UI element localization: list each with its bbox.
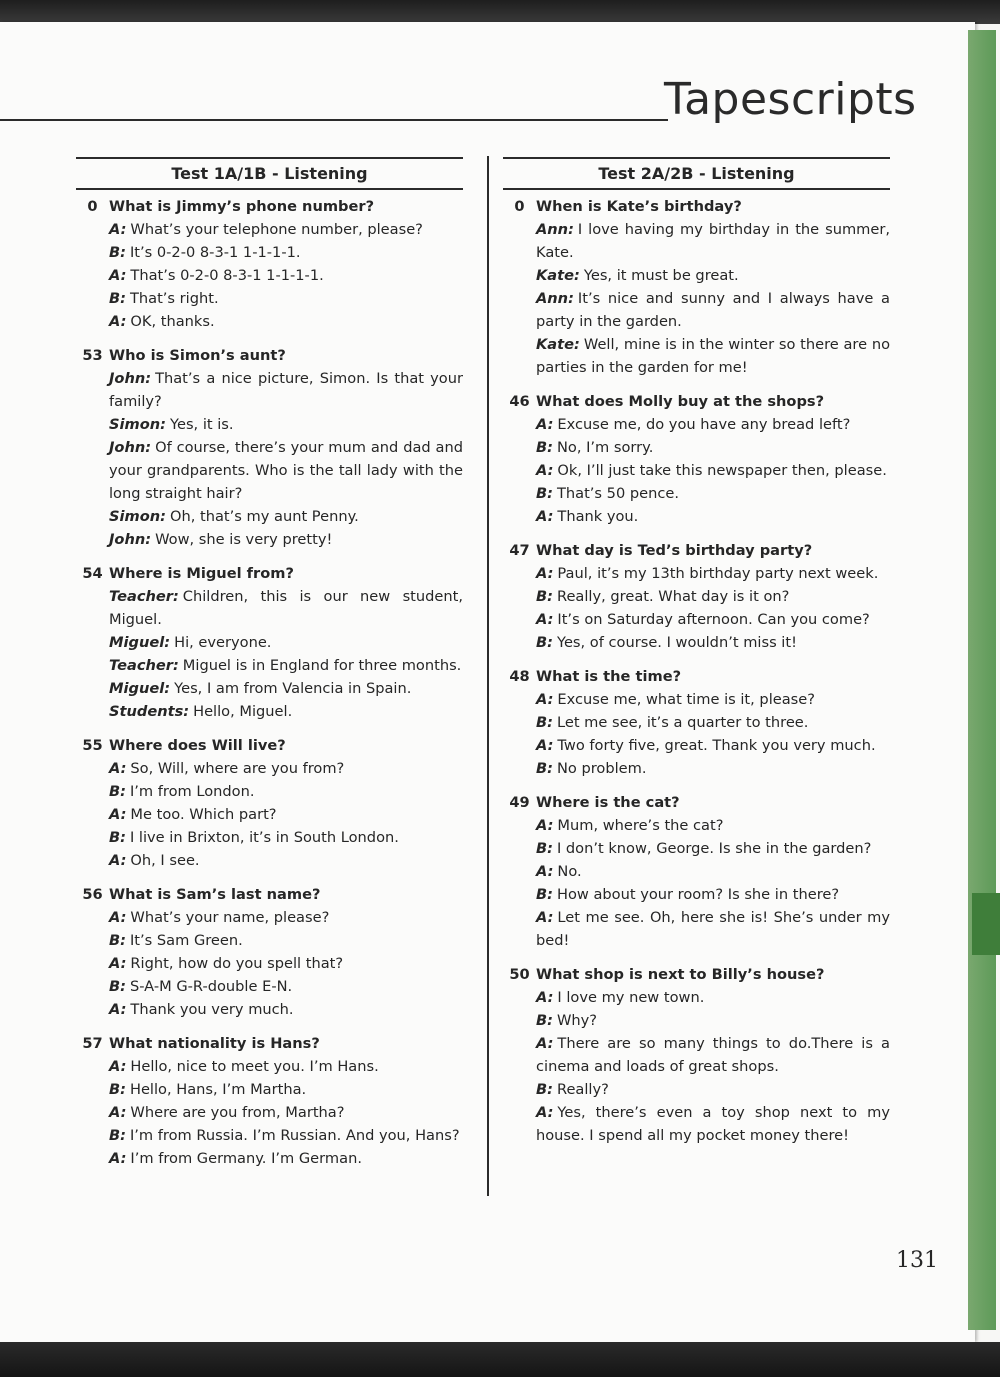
speaker-label: A: [109, 909, 127, 926]
speaker-label: B: [109, 1081, 126, 1098]
dialogue-text: I’m from London. [129, 783, 255, 800]
page-number: 131 [896, 1248, 938, 1273]
speaker-label: John: [109, 439, 152, 456]
dialogue-text: Oh, that’s my aunt Penny. [169, 508, 359, 525]
dialogue-line [536, 287, 890, 333]
question-text: Where is Miguel from? [109, 565, 294, 582]
speaker-label: A: [109, 955, 127, 972]
question-heading [76, 344, 463, 367]
question-block [503, 665, 890, 780]
dialogue-line [109, 826, 463, 849]
speaker-label: B: [109, 932, 126, 949]
page-title: Tapescripts [664, 74, 917, 125]
question-number: 55 [82, 737, 103, 754]
dialogue-text: It’s on Saturday afternoon. Can you come? [557, 611, 870, 628]
dialogue-text: S-A-M G-R-double E-N. [129, 978, 293, 995]
question-number: 56 [82, 886, 103, 903]
speaker-label: A: [536, 989, 554, 1006]
speaker-label: B: [536, 439, 553, 456]
question-text: Who is Simon’s aunt? [109, 347, 286, 364]
question-heading [503, 390, 890, 413]
dialogue-text: That’s 0-2-0 8-3-1 1-1-1-1. [130, 267, 324, 284]
dialogue-line [536, 264, 890, 287]
dialogue-text: Excuse me, what time is it, please? [557, 691, 815, 708]
speaker-label: B: [109, 829, 126, 846]
dialogue-text: I love my new town. [557, 989, 705, 1006]
dialogue-line [536, 883, 890, 906]
speaker-label: Kate: [536, 336, 580, 353]
question-heading [503, 195, 890, 218]
dialogue-text: No problem. [556, 760, 647, 777]
speaker-label: A: [536, 863, 554, 880]
dialogue-line [109, 849, 463, 872]
question-text: What is Sam’s last name? [109, 886, 321, 903]
question-heading [76, 734, 463, 757]
speaker-label: Kate: [536, 267, 580, 284]
speaker-label: A: [109, 1058, 127, 1075]
dialogue-line [109, 929, 463, 952]
dialogue-line [109, 310, 463, 333]
dialogue-text: Right, how do you spell that? [130, 955, 344, 972]
dialogue-line [109, 528, 463, 551]
dialogue-line [109, 757, 463, 780]
speaker-label: A: [536, 1104, 554, 1121]
header-rule [0, 119, 668, 121]
dialogue-text: That’s a nice picture, Simon. Is that your family? [109, 370, 463, 410]
speaker-label: B: [536, 485, 553, 502]
dialogue-line [536, 986, 890, 1009]
question-number: 48 [509, 668, 530, 685]
speaker-label: A: [536, 462, 554, 479]
dialogue-text: Children, this is our new student, Miguel. [109, 588, 463, 628]
section-thumb-tab [972, 893, 1000, 955]
dialogue-line [109, 1147, 463, 1170]
speaker-label: B: [109, 978, 126, 995]
speaker-label: B: [536, 1081, 553, 1098]
speaker-label: Students: [109, 703, 190, 720]
speaker-label: B: [536, 714, 553, 731]
dialogue-text: It’s nice and sunny and I always have a party in the garden. [536, 290, 890, 330]
question-number: 49 [509, 794, 530, 811]
question-number: 0 [87, 198, 98, 215]
question-number: 54 [82, 565, 103, 582]
dialogue-line [109, 1124, 463, 1147]
dialogue-line [109, 1101, 463, 1124]
question-text: What is Jimmy’s phone number? [109, 198, 375, 215]
dialogue-line [109, 700, 463, 723]
question-heading [76, 195, 463, 218]
dialogue-text: That’s right. [129, 290, 219, 307]
question-heading [503, 665, 890, 688]
question-block [76, 562, 463, 723]
dialogue-line [109, 413, 463, 436]
dialogue-text: Yes, it is. [169, 416, 234, 433]
speaker-label: A: [109, 313, 127, 330]
dialogue-line [536, 436, 890, 459]
dialogue-line [536, 757, 890, 780]
speaker-label: Ann: [536, 221, 574, 238]
question-heading [503, 963, 890, 986]
dialogue-line [109, 803, 463, 826]
question-block [76, 734, 463, 872]
question-block [503, 791, 890, 952]
speaker-label: Simon: [109, 416, 166, 433]
speaker-label: Ann: [536, 290, 574, 307]
dialogue-text: I’m from Germany. I’m German. [130, 1150, 362, 1167]
dialogue-text: Hello, Miguel. [193, 703, 293, 720]
speaker-label: A: [109, 1150, 127, 1167]
dialogue-text: Miguel is in England for three months. [182, 657, 462, 674]
speaker-label: Teacher: [109, 588, 179, 605]
dialogue-text: Let me see. Oh, here she is! She’s under my bed! [536, 909, 890, 949]
dialogue-line [536, 585, 890, 608]
dialogue-text: Yes, I am from Valencia in Spain. [174, 680, 412, 697]
dialogue-text: Me too. Which part? [130, 806, 277, 823]
dialogue-text: Why? [556, 1012, 598, 1029]
dialogue-text: It’s 0-2-0 8-3-1 1-1-1-1. [129, 244, 301, 261]
dialogue-line [536, 1032, 890, 1078]
question-text: What day is Ted’s birthday party? [536, 542, 813, 559]
dialogue-text: How about your room? Is she in there? [556, 886, 840, 903]
dialogue-text: Really, great. What day is it on? [556, 588, 790, 605]
question-number: 57 [82, 1035, 103, 1052]
question-text: What shop is next to Billy’s house? [536, 966, 825, 983]
dialogue-line [536, 734, 890, 757]
question-block [76, 344, 463, 551]
dialogue-text: I live in Brixton, it’s in South London. [129, 829, 399, 846]
right-column [503, 157, 890, 1158]
speaker-label: B: [536, 1012, 553, 1029]
dialogue-line [109, 631, 463, 654]
dialogue-text: Paul, it’s my 13th birthday party next week. [557, 565, 879, 582]
speaker-label: A: [536, 565, 554, 582]
scan-bottom-edge [0, 1342, 1000, 1377]
dialogue-line [536, 608, 890, 631]
dialogue-line [109, 998, 463, 1021]
dialogue-line [109, 436, 463, 505]
question-text: What nationality is Hans? [109, 1035, 320, 1052]
dialogue-line [109, 505, 463, 528]
question-block [503, 539, 890, 654]
dialogue-text: Yes, of course. I wouldn’t miss it! [556, 634, 797, 651]
dialogue-line [536, 505, 890, 528]
dialogue-text: I love having my birthday in the summer, Kate. [536, 221, 890, 261]
question-block [76, 195, 463, 333]
dialogue-text: Ok, I’ll just take this newspaper then, please. [557, 462, 887, 479]
column-divider [487, 156, 489, 1196]
dialogue-text: What’s your telephone number, please? [130, 221, 423, 238]
dialogue-text: I’m from Russia. I’m Russian. And you, Hans? [129, 1127, 460, 1144]
speaker-label: A: [536, 508, 554, 525]
dialogue-text: Excuse me, do you have any bread left? [557, 416, 851, 433]
speaker-label: B: [109, 783, 126, 800]
speaker-label: A: [536, 1035, 554, 1052]
question-text: What is the time? [536, 668, 682, 685]
dialogue-text: Wow, she is very pretty! [155, 531, 333, 548]
speaker-label: A: [109, 267, 127, 284]
speaker-label: Teacher: [109, 657, 179, 674]
question-block [503, 390, 890, 528]
dialogue-line [536, 631, 890, 654]
speaker-label: A: [109, 760, 127, 777]
dialogue-text: Let me see, it’s a quarter to three. [556, 714, 809, 731]
dialogue-line [109, 975, 463, 998]
dialogue-line [109, 780, 463, 803]
question-block [76, 1032, 463, 1170]
dialogue-line [536, 711, 890, 734]
question-text: Where is the cat? [536, 794, 680, 811]
speaker-label: A: [536, 611, 554, 628]
dialogue-text: So, Will, where are you from? [130, 760, 345, 777]
speaker-label: A: [536, 691, 554, 708]
dialogue-text: There are so many things to do.There is a cinema and loads of great shops. [536, 1035, 890, 1075]
dialogue-text: Oh, I see. [130, 852, 200, 869]
speaker-label: B: [536, 760, 553, 777]
question-number: 53 [82, 347, 103, 364]
question-heading [503, 791, 890, 814]
question-heading [503, 539, 890, 562]
speaker-label: A: [109, 1104, 127, 1121]
speaker-label: A: [536, 737, 554, 754]
dialogue-text: Where are you from, Martha? [130, 1104, 345, 1121]
dialogue-text: Of course, there’s your mum and dad and your grandparents. Who is the tall lady with the long straight hair? [109, 439, 463, 502]
dialogue-text: Thank you. [557, 508, 639, 525]
speaker-label: John: [109, 531, 152, 548]
dialogue-line [109, 654, 463, 677]
speaker-label: A: [109, 852, 127, 869]
dialogue-text: OK, thanks. [130, 313, 215, 330]
dialogue-line [536, 814, 890, 837]
dialogue-line [109, 952, 463, 975]
dialogue-line [536, 459, 890, 482]
dialogue-line [109, 1055, 463, 1078]
question-number: 50 [509, 966, 530, 983]
dialogue-text: Really? [556, 1081, 609, 1098]
dialogue-line [109, 906, 463, 929]
speaker-label: B: [109, 1127, 126, 1144]
question-block [76, 883, 463, 1021]
dialogue-line [536, 860, 890, 883]
dialogue-text: No. [557, 863, 582, 880]
dialogue-line [536, 1078, 890, 1101]
question-text: Where does Will live? [109, 737, 286, 754]
dialogue-line [536, 333, 890, 379]
dialogue-line [109, 1078, 463, 1101]
speaker-label: John: [109, 370, 152, 387]
dialogue-line [109, 585, 463, 631]
dialogue-text: It’s Sam Green. [129, 932, 243, 949]
dialogue-text: No, I’m sorry. [556, 439, 654, 456]
dialogue-text: Hi, everyone. [174, 634, 272, 651]
dialogue-line [536, 562, 890, 585]
dialogue-text: Hello, nice to meet you. I’m Hans. [130, 1058, 379, 1075]
speaker-label: B: [536, 634, 553, 651]
dialogue-line [536, 837, 890, 860]
speaker-label: Miguel: [109, 680, 171, 697]
dialogue-text: Two forty five, great. Thank you very much. [557, 737, 876, 754]
test-heading: Test 1A/1B - Listening [76, 157, 463, 190]
test-heading: Test 2A/2B - Listening [503, 157, 890, 190]
dialogue-text: Thank you very much. [130, 1001, 294, 1018]
speaker-label: B: [536, 588, 553, 605]
question-heading [76, 562, 463, 585]
question-heading [76, 1032, 463, 1055]
scan-top-edge [0, 0, 1000, 24]
speaker-label: A: [109, 806, 127, 823]
dialogue-line [536, 1009, 890, 1032]
page-edge-color-strip [968, 30, 996, 1330]
dialogue-line [536, 1101, 890, 1147]
dialogue-line [109, 218, 463, 241]
dialogue-text: I don’t know, George. Is she in the garden? [556, 840, 872, 857]
dialogue-text: Yes, there’s even a toy shop next to my house. I spend all my pocket money there! [536, 1104, 890, 1144]
speaker-label: B: [109, 290, 126, 307]
question-block [503, 963, 890, 1147]
dialogue-text: That’s 50 pence. [556, 485, 680, 502]
dialogue-text: Yes, it must be great. [583, 267, 739, 284]
speaker-label: A: [109, 221, 127, 238]
dialogue-text: What’s your name, please? [130, 909, 330, 926]
speaker-label: A: [536, 817, 554, 834]
dialogue-line [109, 287, 463, 310]
dialogue-text: Hello, Hans, I’m Martha. [129, 1081, 307, 1098]
dialogue-line [109, 264, 463, 287]
dialogue-line [536, 482, 890, 505]
question-text: When is Kate’s birthday? [536, 198, 742, 215]
question-number: 47 [509, 542, 530, 559]
dialogue-line [536, 688, 890, 711]
question-number: 0 [514, 198, 525, 215]
dialogue-line [109, 677, 463, 700]
question-block [503, 195, 890, 379]
left-column [76, 157, 463, 1181]
dialogue-line [109, 241, 463, 264]
speaker-label: B: [536, 886, 553, 903]
speaker-label: Simon: [109, 508, 166, 525]
dialogue-line [536, 906, 890, 952]
speaker-label: B: [536, 840, 553, 857]
question-text: What does Molly buy at the shops? [536, 393, 825, 410]
speaker-label: A: [536, 909, 554, 926]
dialogue-line [536, 218, 890, 264]
speaker-label: A: [536, 416, 554, 433]
question-heading [76, 883, 463, 906]
speaker-label: A: [109, 1001, 127, 1018]
dialogue-line [536, 413, 890, 436]
speaker-label: B: [109, 244, 126, 261]
dialogue-line [109, 367, 463, 413]
dialogue-text: Well, mine is in the winter so there are no parties in the garden for me! [536, 336, 890, 376]
question-number: 46 [509, 393, 530, 410]
speaker-label: Miguel: [109, 634, 171, 651]
dialogue-text: Mum, where’s the cat? [557, 817, 724, 834]
